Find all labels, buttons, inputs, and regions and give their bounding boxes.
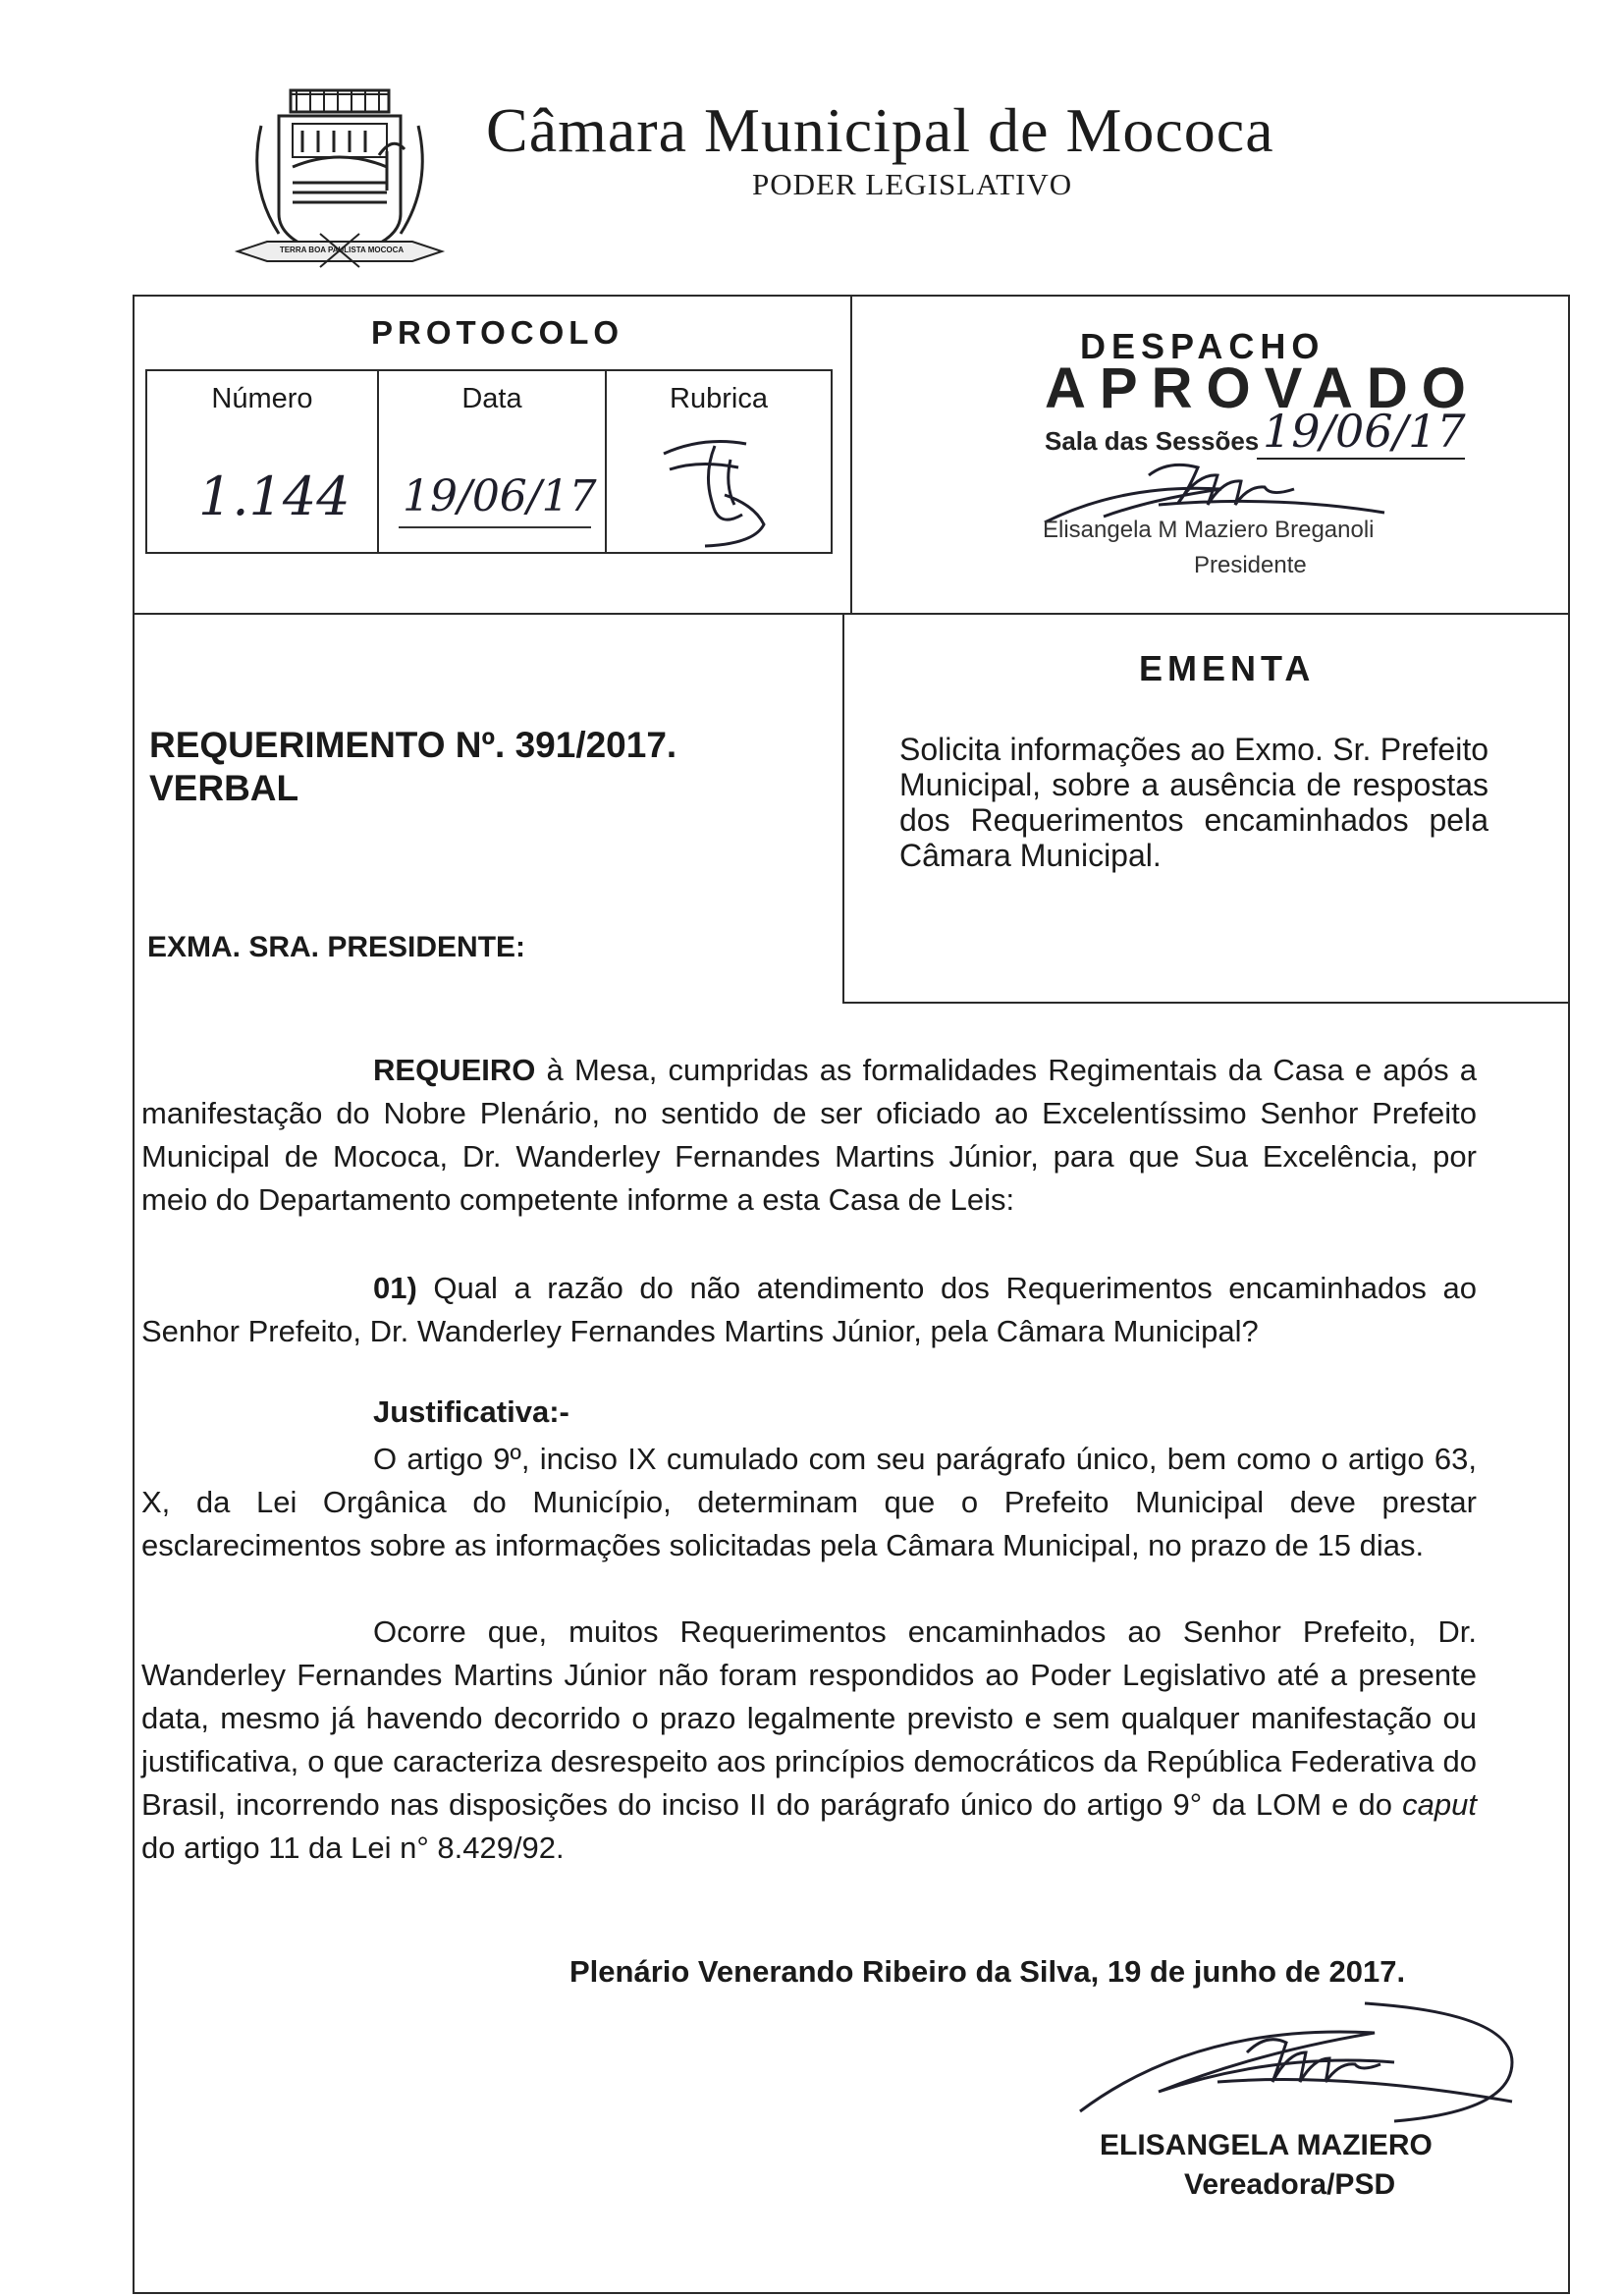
question-number: 01) — [373, 1271, 417, 1305]
despacho-signer-role: Presidente — [1194, 552, 1307, 578]
sala-label: Sala das Sessões — [1045, 426, 1260, 456]
author-role: Vereadora/PSD — [1184, 2168, 1396, 2201]
document-subtitle: VERBAL — [149, 768, 299, 808]
ementa-text: Solicita informações ao Exmo. Sr. Prefeito Municipal, sobre a ausência de respostas dos Requerimentos encaminhados pela Câmara Municipal. — [899, 732, 1488, 873]
ementa-title: EMENTA — [1139, 648, 1316, 688]
protocolo-head-rubrica: Rubrica — [670, 383, 768, 414]
place-date: Plenário Venerando Ribeiro da Silva, 19 de junho de 2017. — [569, 1954, 1406, 1989]
salutation: EXMA. SRA. PRESIDENTE: — [147, 931, 526, 963]
justification-paragraph-2 — [141, 1611, 1477, 1870]
justification-paragraph-1: O artigo 9º, inciso IX cumulado com seu parágrafo único, bem como o artigo 63, X, da Lei Orgânica do Município, determinam que o Prefeito Municipal deve prestar esclarecimentos sobre as informações solicitadas pela Câmara Municipal, no prazo de 15 dias. — [141, 1442, 1477, 1562]
protocolo-title: PROTOCOLO — [371, 314, 624, 351]
request-paragraph — [141, 1049, 1477, 1222]
author-signature-icon — [1070, 1984, 1532, 2141]
justification-text-a: Ocorre que, muitos Requerimentos encaminhados ao Senhor Prefeito, Dr. Wanderley Fernandes Martins Júnior não foram respondidos ao Poder Legislativo até a presente data, mesmo já havendo decorrido o prazo legalmente previsto e sem qualquer manifestação ou justificativa, o que caracteriza desrespeito aos princípios democráticos da República Federativa do Brasil, incorrendo nas disposições do inciso II do parágrafo único do artigo 9° da LOM e do — [141, 1614, 1477, 1822]
protocolo-head-numero: Número — [211, 383, 313, 414]
question-paragraph — [141, 1267, 1477, 1353]
frame-divider-ementa — [842, 613, 844, 1004]
frame-right — [1568, 295, 1570, 2294]
request-lead: REQUEIRO — [373, 1053, 536, 1087]
author-name: ELISANGELA MAZIERO — [1100, 2129, 1433, 2161]
protocolo-numero-value: 1.144 — [198, 465, 351, 527]
protocolo-data-value: 19/06/17 — [403, 471, 597, 521]
protocolo-col-rubrica — [607, 371, 831, 552]
frame-bottom — [133, 2292, 1570, 2294]
protocolo-head-data: Data — [461, 383, 522, 414]
protocolo-col-data — [379, 371, 607, 552]
rubrica-signature-icon — [656, 426, 784, 548]
protocolo-table — [145, 369, 833, 554]
frame-left — [133, 295, 135, 2294]
justification-text-b: do artigo 11 da Lei n° 8.429/92. — [141, 1831, 565, 1865]
despacho-title: DESPACHO — [1080, 326, 1325, 366]
frame-divider-top — [850, 295, 852, 615]
request-text: à Mesa, cumpridas as formalidades Regimentais da Casa e após a manifestação do Nobre Plenário, no sentido de ser oficiado ao Excelentíssimo Senhor Prefeito Municipal de Mococa, Dr. Wanderley Fernandes Martins Júnior, para que Sua Excelência, por meio do Departamento competente informe a esta Casa de Leis: — [141, 1053, 1477, 1217]
justification-text-italic: caput — [1402, 1787, 1477, 1822]
crest-icon — [232, 86, 448, 269]
approved-stamp: APROVADO — [1045, 356, 1480, 420]
frame-ementa-bottom — [842, 1002, 1570, 1004]
municipal-crest — [232, 86, 448, 269]
org-subtitle: PODER LEGISLATIVO — [752, 167, 1073, 201]
question-text: Qual a razão do não atendimento dos Requerimentos encaminhados ao Senhor Prefeito, Dr. Wanderley Fernandes Martins Júnior, pela Câmara Municipal? — [141, 1271, 1477, 1348]
justification-title: Justificativa:- — [373, 1394, 569, 1429]
org-name: Câmara Municipal de Mococa — [486, 95, 1274, 165]
sala-date: 19/06/17 — [1263, 405, 1466, 458]
crest-motto: TERRA BOA PAULISTA MOCOCA — [279, 246, 405, 254]
data-underline — [399, 526, 591, 528]
document-title: REQUERIMENTO Nº. 391/2017. — [149, 725, 677, 765]
protocolo-col-numero — [147, 371, 379, 552]
despacho-signer-name: Elisangela M Maziero Breganoli — [1043, 517, 1375, 543]
